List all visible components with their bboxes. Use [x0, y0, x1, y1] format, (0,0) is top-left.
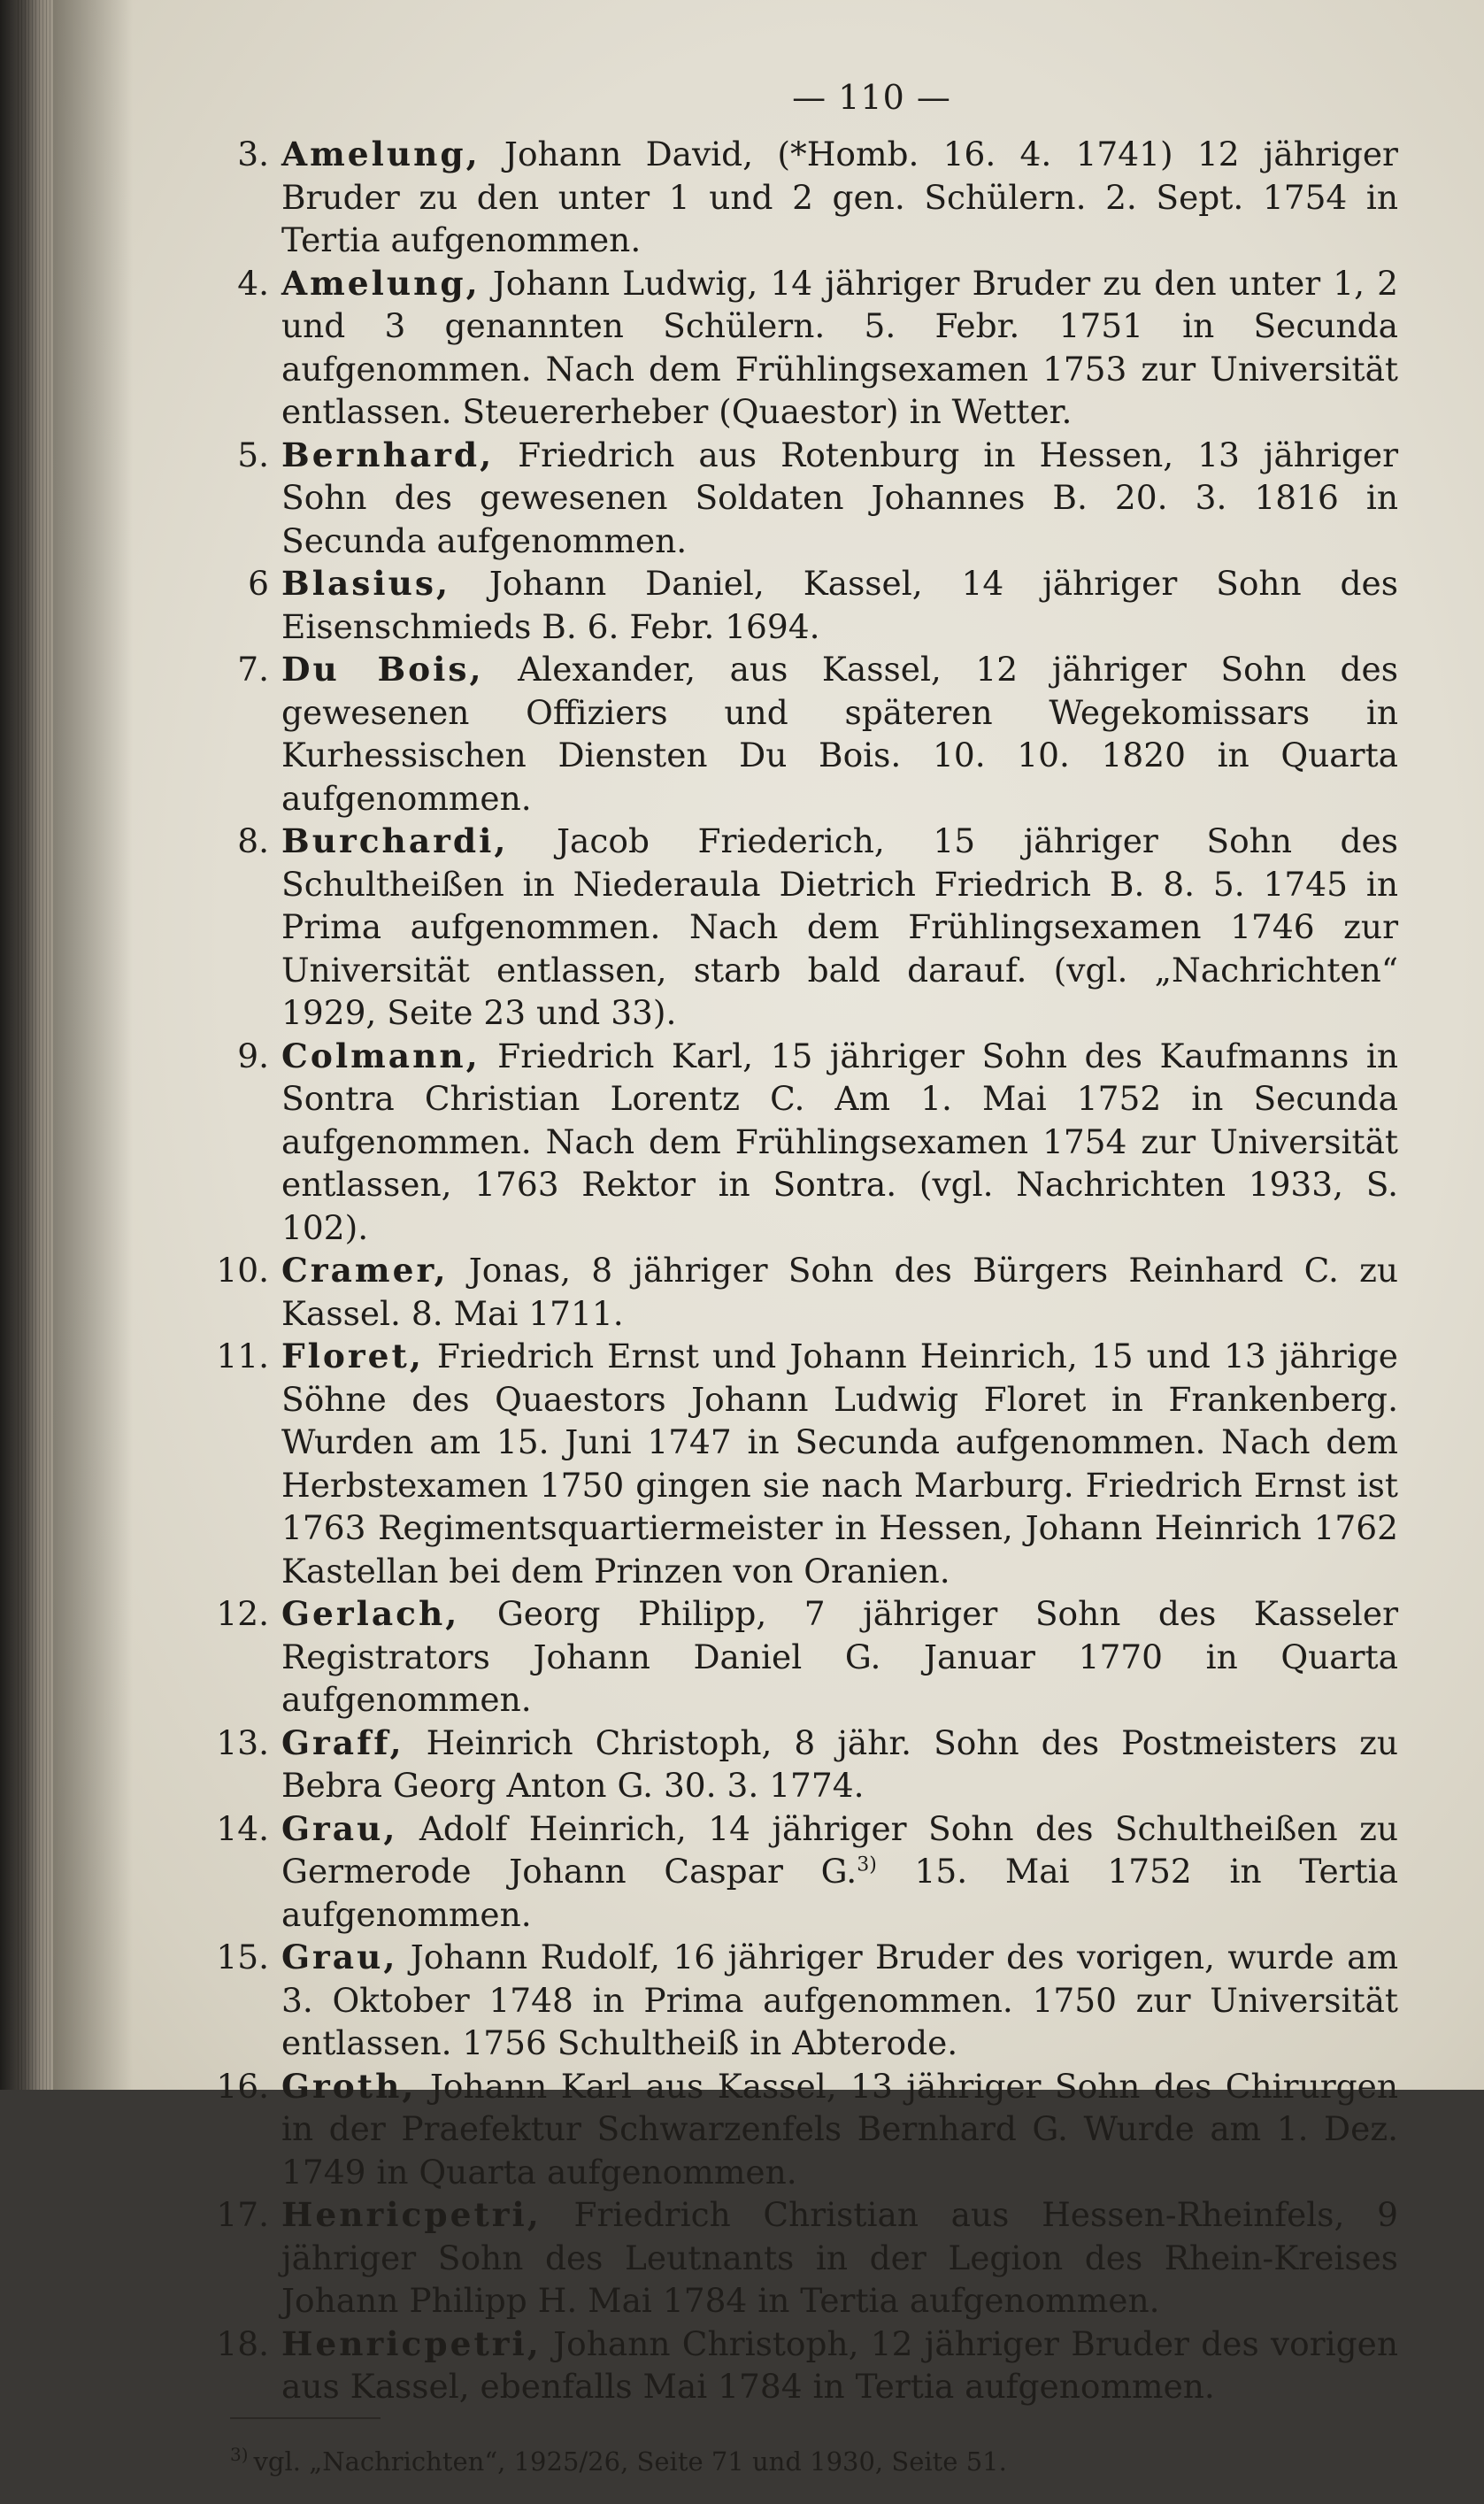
- entry-4: [177, 262, 1398, 434]
- entry-surname: Floret,: [281, 1337, 424, 1375]
- entry-surname: Graff,: [281, 1722, 404, 1762]
- entry-text: Johann Karl aus Kassel, 13 jähriger Sohn des Chirurgen in der Praefektur Schwarzenfels Bernhard G. Wurde am 1. Dez. 1749 in Quarta aufgenommen.: [281, 2066, 1398, 2192]
- entry-number: 11.: [216, 1337, 269, 1375]
- entry-text: Heinrich Christoph, 8 jähr. Sohn des Postmeisters zu Bebra Georg Anton G. 30. 3. 1774.: [281, 1722, 1398, 1805]
- entry-7: [177, 648, 1398, 820]
- footnote-rule: [230, 2417, 381, 2419]
- entry-13: [177, 1722, 1398, 1807]
- entry-text: Friedrich aus Rotenburg in Hessen, 13 jähriger Sohn des gewesenen Soldaten Johannes B. 20. 3. 1816 in Secunda aufgenommen.: [281, 435, 1398, 560]
- entry-text: Friedrich Karl, 15 jähriger Sohn des Kaufmanns in Sontra Christian Lorentz C. Am 1. Mai 1752 in Secunda aufgenommen. Nach dem Frühlingsexamen 1754 zur Universität entlassen, 1763 Rektor in Sontra. (vgl. Nachrichten 1933, S. 102).: [281, 1036, 1398, 1247]
- entry-18: [177, 2323, 1398, 2408]
- page-number: — 110 —: [792, 78, 951, 117]
- entry-text: Johann David, (*Homb. 16. 4. 1741) 12 jähriger Bruder zu den unter 1 und 2 gen. Schülern. 2. Sept. 1754 in Tertia aufgenommen.: [281, 135, 1398, 259]
- entry-surname: Henricpetri,: [281, 2195, 542, 2234]
- entry-text: Friedrich Christian aus Hessen-Rheinfels, 9 jähriger Sohn des Leutnants in der Legion des Rhein-Kreises Johann Philipp H. Mai 1784 in Tertia aufgenommen.: [281, 2195, 1398, 2320]
- entry-text: Johann Rudolf, 16 jähriger Bruder des vorigen, wurde am 3. Oktober 1748 in Prima aufgenommen. 1750 zur Universität entlassen. 1756 Schultheiß in Abterode.: [281, 1938, 1398, 2062]
- entry-number: 12.: [216, 1594, 269, 1633]
- entry-14: [177, 1807, 1398, 1937]
- entry-number: 8.: [237, 821, 269, 860]
- entry-11: [177, 1335, 1398, 1592]
- entry-number: 3.: [237, 135, 269, 173]
- footnote-text: vgl. „Nachrichten“, 1925/26, Seite 71 und 1930, Seite 51.: [253, 2446, 1007, 2477]
- entry-6: [177, 562, 1398, 648]
- text-block: [177, 78, 1398, 2504]
- entry-surname: Groth,: [281, 2066, 417, 2106]
- entry-number: 6: [248, 564, 269, 603]
- entry-surname: Gerlach,: [281, 1594, 460, 1633]
- entry-text: Jonas, 8 jähriger Sohn des Bürgers Reinhard C. zu Kassel. 8. Mai 1711.: [281, 1251, 1398, 1333]
- entry-number: 15.: [216, 1938, 269, 1976]
- entry-text: Adolf Heinrich, 14 jähriger Sohn des Schultheißen zu Germerode Johann Caspar G.: [281, 1808, 1398, 1891]
- entry-number: 4.: [237, 263, 269, 303]
- entry-text: Jacob Friederich, 15 jähriger Sohn des Schultheißen in Niederaula Dietrich Friedrich B. 8. 5. 1745 in Prima aufgenommen. Nach dem Frühlingsexamen 1746 zur Universität entlassen, starb bald darauf. (vgl. „Nachrichten“ 1929, Seite 23 und 33).: [281, 821, 1398, 1032]
- entry-number: 17.: [216, 2195, 269, 2234]
- entry-text: Johann Ludwig, 14 jähriger Bruder zu den unter 1, 2 und 3 genannten Schülern. 5. Febr. 1751 in Secunda aufgenommen. Nach dem Frühlingsexamen 1753 zur Universität entlassen. Steuererheber (Quaestor) in Wetter.: [281, 263, 1398, 431]
- footnote-mark: 3): [230, 2443, 249, 2465]
- gutter-shadow: [53, 0, 133, 2090]
- entry-text: Alexander, aus Kassel, 12 jähriger Sohn des gewesenen Offiziers und späteren Wegekomissars in Kurhessischen Diensten Du Bois. 10. 10. 1820 in Quarta aufgenommen.: [281, 650, 1398, 818]
- entry-text-continued: 15. Mai 1752 in Tertia aufgenommen.: [281, 1852, 1398, 1934]
- entry-number: 18.: [216, 2323, 269, 2363]
- entry-surname: Blasius,: [281, 564, 451, 603]
- entry-surname: Bernhard,: [281, 435, 495, 474]
- entry-15: [177, 1936, 1398, 2065]
- entry-3: [177, 133, 1398, 262]
- entry-text: Johann Daniel, Kassel, 14 jähriger Sohn des Eisenschmieds B. 6. Febr. 1694.: [281, 564, 1398, 646]
- entry-17: [177, 2193, 1398, 2323]
- entry-number: 14.: [216, 1808, 269, 1848]
- footnote-reference: 3): [857, 1853, 877, 1876]
- entry-8: [177, 820, 1398, 1035]
- entry-surname: Colmann,: [281, 1036, 481, 1075]
- entry-surname: Burchardi,: [281, 821, 509, 860]
- entry-text: Georg Philipp, 7 jähriger Sohn des Kasseler Registrators Johann Daniel G. Januar 1770 in Quarta aufgenommen.: [281, 1594, 1398, 1719]
- footnote: [230, 2445, 1398, 2478]
- entry-number: 5.: [237, 435, 269, 474]
- entry-surname: Grau,: [281, 1938, 398, 1976]
- entry-text: Johann Christoph, 12 jähriger Bruder des vorigen aus Kassel, ebenfalls Mai 1784 in Tertia aufgenommen.: [281, 2323, 1398, 2406]
- entry-5: [177, 434, 1398, 563]
- entry-number: 16.: [216, 2066, 269, 2106]
- entry-number: 10.: [216, 1251, 269, 1290]
- entry-9: [177, 1035, 1398, 1250]
- entry-number: 9.: [237, 1036, 269, 1075]
- entry-surname: Henricpetri,: [281, 2323, 542, 2363]
- entry-surname: Amelung,: [281, 135, 481, 173]
- entry-16: [177, 2065, 1398, 2194]
- book-page: [53, 0, 1484, 2477]
- entry-surname: Du Bois,: [281, 650, 484, 689]
- entry-surname: Cramer,: [281, 1251, 449, 1290]
- entry-12: [177, 1592, 1398, 1722]
- entry-number: 13.: [216, 1722, 269, 1762]
- entry-surname: Grau,: [281, 1808, 398, 1848]
- entry-surname: Amelung,: [281, 263, 481, 303]
- entry-10: [177, 1249, 1398, 1335]
- entry-number: 7.: [237, 650, 269, 689]
- entry-text: Friedrich Ernst und Johann Heinrich, 15 und 13 jährige Söhne des Quaestors Johann Ludwig Floret in Frankenberg. Wurden am 15. Juni 1747 in Secunda aufgenommen. Nach dem Herbstexamen 1750 gingen sie nach Marburg. Friedrich Ernst ist 1763 Regimentsquartiermeister in Hessen, Johann Heinrich 1762 Kastellan bei dem Prinzen von Oranien.: [281, 1337, 1398, 1591]
